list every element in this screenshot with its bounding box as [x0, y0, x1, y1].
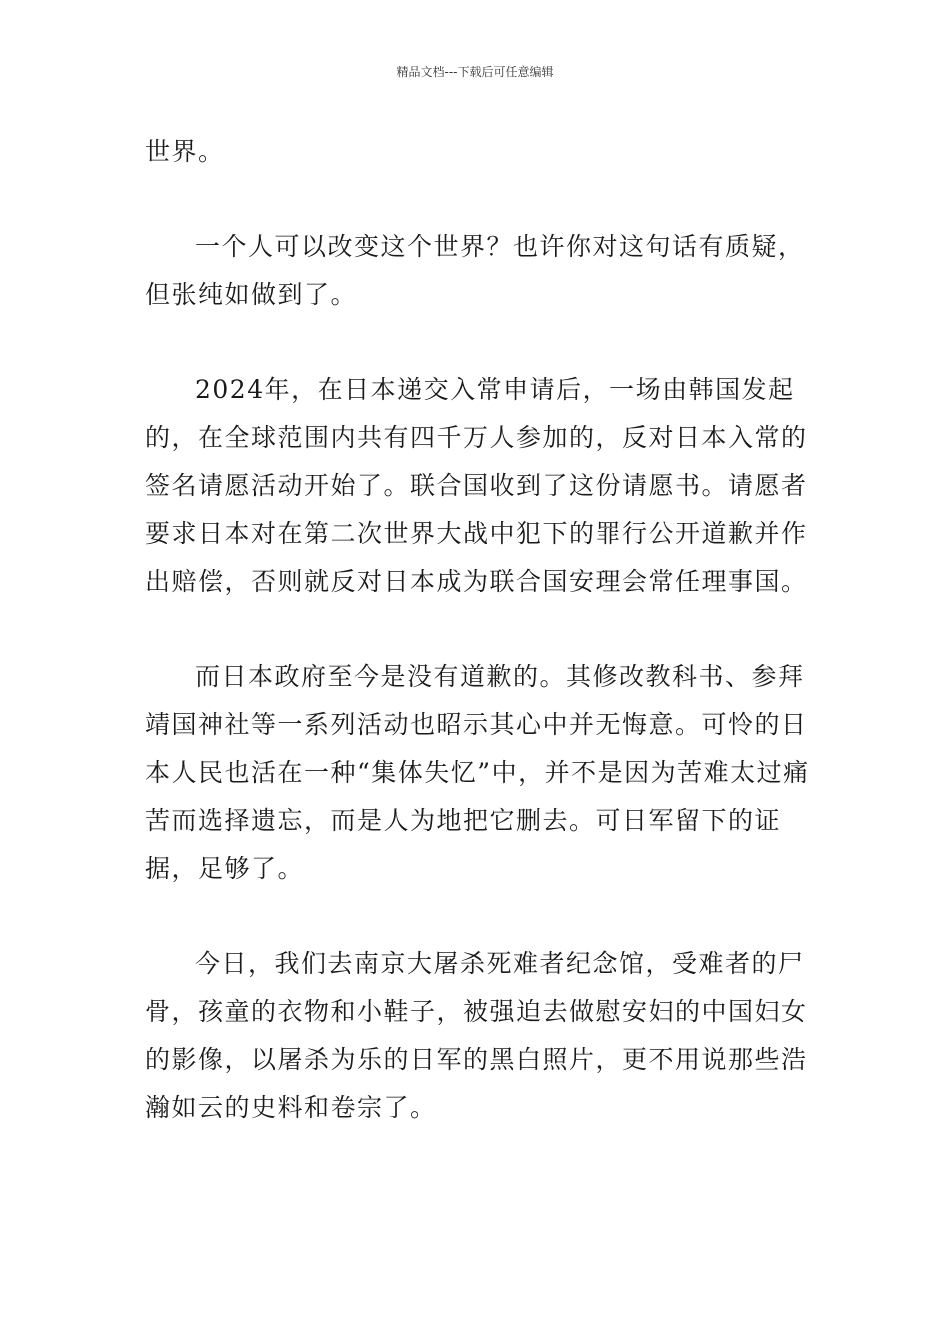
paragraph-gap [145, 319, 815, 366]
paragraph-gap [145, 893, 815, 940]
document-body [145, 128, 815, 1132]
paragraph-gap [145, 176, 815, 223]
paragraph: 2024年，在日本递交入常申请后，一场由韩国发起的，在全球范围内共有四千万人参加的，反对日本入常的签名请愿活动开始了。联合国收到了这份请愿书。请愿者要求日本对在第二次世界大战中犯下的罪行公开道歉并作出赔偿，否则就反对日本成为联合国安理会常任理事国。 [145, 375, 808, 596]
paragraph: 今日，我们去南京大屠杀死难者纪念馆，受难者的尸骨，孩童的衣物和小鞋子，被强迫去做慰安妇的中国妇女的影像，以屠杀为乐的日军的黑白照片，更不用说那些浩瀚如云的史料和卷宗了。 [145, 949, 808, 1122]
paragraph: 而日本政府至今是没有道歉的。其修改教科书、参拜靖国神社等一系列活动也昭示其心中并无悔意。可怜的日本人民也活在一种“集体失忆”中，并不是因为苦难太过痛苦而选择遗忘，而是人为地把它删去。可日军留下的证据，足够了。 [145, 662, 810, 883]
paragraph-gap [145, 606, 815, 653]
page-header: 精品文档---下载后可任意编辑 [396, 65, 554, 79]
paragraph-continuation: 世界。 [145, 137, 225, 166]
paragraph: 一个人可以改变这个世界？也许你对这句话有质疑，但张纯如做到了。 [145, 232, 805, 309]
